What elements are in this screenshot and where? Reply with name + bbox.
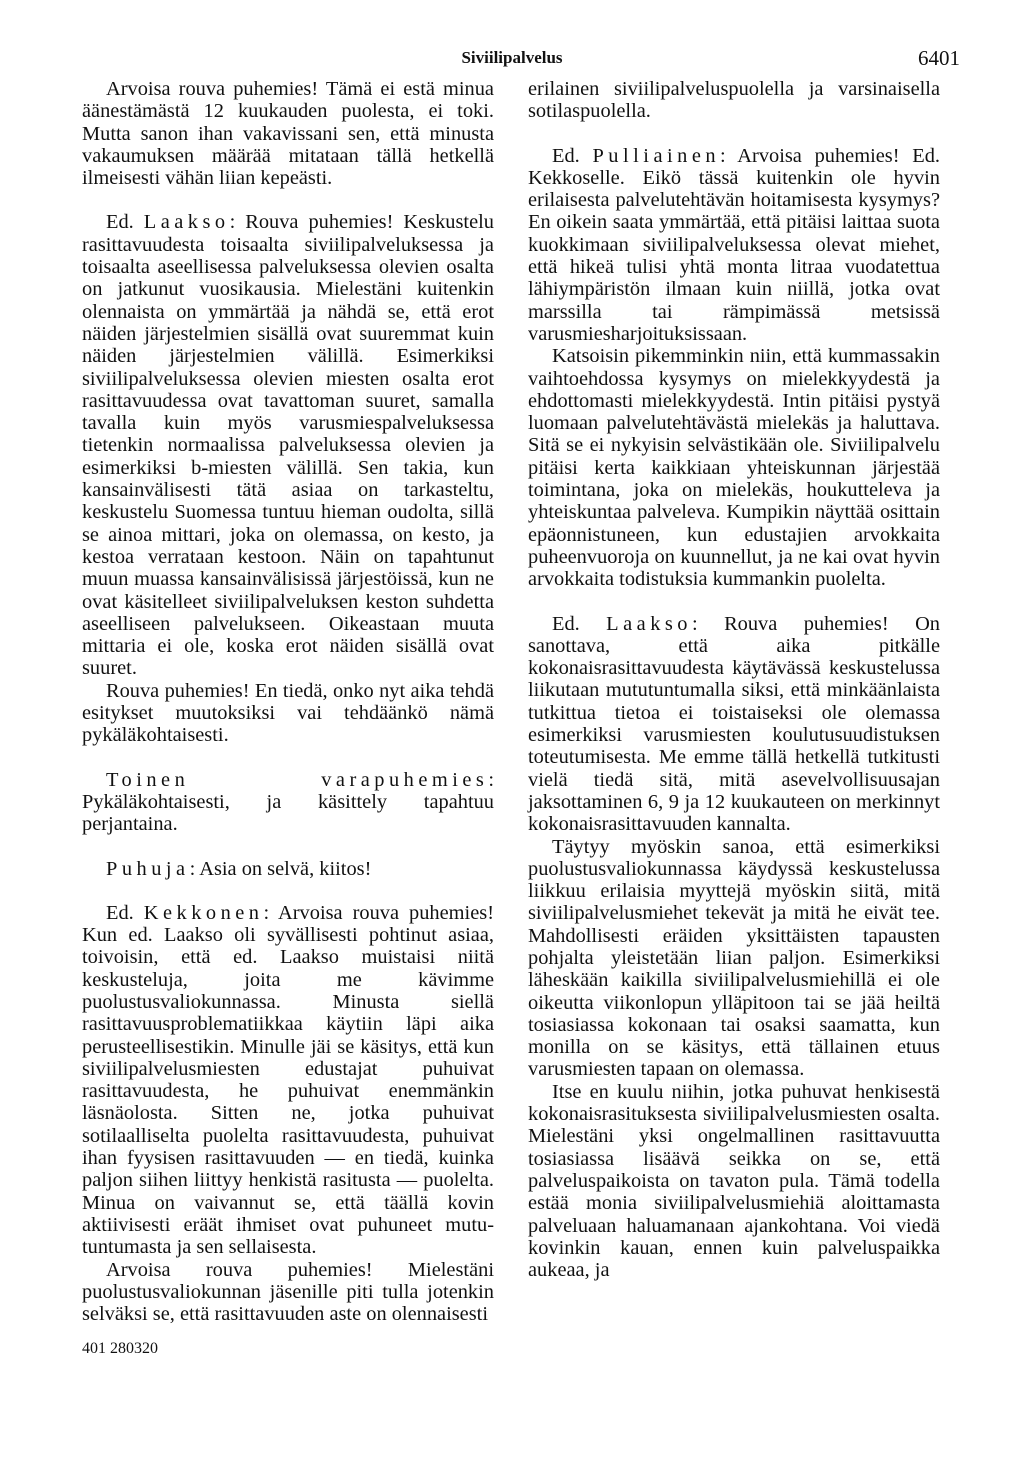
footer-code: 401 280320 [82,1340,158,1357]
speaker-name: Laakso [143,211,230,234]
paragraph: Arvoisa rouva puhemies! Mielestäni puolustusvaliokunnan jäsenille piti tulla jotenkin selväksi se, että rasittavuuden aste on olennaisesti [82,1258,494,1326]
left-column [82,78,494,1325]
speaker-name: Toinen varapuhemies [106,768,489,791]
paragraph: erilainen siviilipalveluspuolella ja varsinaisella sotilaspuolella. [528,78,940,123]
speaker-name: Puhuja [106,857,190,880]
speech-text: : Rouva puhemies! Keskustelu rasittavuudesta toisaalta siviilipalveluksessa ja toisaalta aseellisessa palveluksessa olevien osalta on jatkunut vuosikausia. Mielestäni kuitenkin olennaista on ymmärtää ja nähdä se, että erot näiden järjestelmien sisällä ovat suuremmat kuin näiden järjestelmien välillä. Esimerkiksi siviilipalveluksessa olevien miesten osalta erot rasittavuudessa ovat tavattoman suuret, samalla tavalla kuin myös varusmiespalveluksessa tietenkin normaalissa palveluksessa olevien ja esimerkiksi b-miesten välillä. Sen takia, kun kansainvälisesti tätä asiaa on tarkasteltu, keskustelu Suomessa tuntuu hieman oudolta, sillä se ainoa mittari, joka on olemassa, on kesto, ja kestoa verrataan kestoon. Näin on tapahtunut muun muassa kansainvälisissä järjestöissä, kun ne ovat käsitelleet siviilipalveluksen keston suhdetta aseelliseen palvelukseen. Oikeastaan muuta mittaria ei ole, koska erot näiden sisällä ovat suuret. [82,211,494,680]
paragraph [82,902,494,1259]
paragraph [528,613,940,836]
paragraph [528,145,940,346]
paragraph [82,211,494,679]
speaker-prefix: Ed. [106,901,134,924]
paragraph [82,858,494,880]
speech-text: : Rouva puhemies! On sanottava, että aika pitkälle kokonaisrasittavuudesta käytävässä keskustelussa liikutaan mututuntumalla siksi, että minkäänlaista tutkittua tietoa ei toistaiseksi ole olemassa esimerkiksi varusmiesten koulutusuudistuksen toteutumisesta. Me emme tällä hetkellä tutkitusti vielä tiedä sitä, mitä asevelvollisuusajan jaksottaminen 6, 9 ja 12 kuukauteen on merkinnyt kokonaisrasittavuuden kannalta. [528,612,940,836]
page-header-title: Siviilipalvelus [461,48,563,67]
speech-text: : Asia on selvä, kiitos! [189,857,372,880]
speaker-name: Kekkonen [143,901,264,924]
paragraph: Arvoisa rouva puhemies! Tämä ei estä minua äänestämästä 12 kuukauden puolesta, ei toki. Mutta sanon ihan vakavissani sen, että minusta vakaumuksen määrää mitataan tällä hetkellä ilmeisesti vähän liian kepeästi. [82,78,494,190]
paragraph: Täytyy myöskin sanoa, että esimerkiksi puolustusvaliokunnassa käydyssä keskustelussa liikkuu erilaisia myyttejä myöskin siitä, mitä siviilipalvelusmiehet tekevät ja mitä he eivät tee. Mahdollisesti eräiden yksittäisten tapausten pohjalta yleistetään liian paljon. Esimerkiksi läheskään kaikilla siviilipalvelusmiehillä ei ole oikeutta viikonlopun ylläpitoon tai se jää heiltä tosiasiassa kokonaan tai osaksi saamatta, kun monilla on se käsitys, että tällainen etuus varusmiesten tapaan on olemassa. [528,835,940,1081]
page-number: 6401 [918,46,960,70]
speaker-prefix: Ed. [552,144,580,167]
speaker-name: Laakso [606,612,692,635]
paragraph [82,769,494,836]
paragraph: Itse en kuulu niihin, jotka puhuvat henkisestä kokonaisrasituksesta siviilipalvelusmiesten osalta. Mielestäni yksi ongelmallinen rasittavuutta tosiasiassa lisäävä seikka on se, että palveluspaikoista on tavaton pula. Tämä todella estää monia siviilipalvelusmiehiä aloittamasta palveluaan haluamanaan ajankohtana. Voi viedä kovinkin kauan, ennen kuin palveluspaikka aukeaa, ja [528,1080,940,1282]
speaker-prefix: Ed. [552,612,580,635]
paragraph: Rouva puhemies! En tiedä, onko nyt aika tehdä esitykset muutoksiksi vai tehdäänkö nämä pykäläkohtaisesti. [82,679,494,747]
right-column [528,78,940,1281]
speech-text: : Pykäläkohtaisesti, ja käsittely tapahtuu perjantaina. [82,768,494,836]
speaker-prefix: Ed. [106,211,134,234]
speaker-name: Pulliainen [592,144,721,167]
speech-text: : Arvoisa rouva puhemies! Kun ed. Laakso oli syvällisesti pohtinut asiaa, toivoisin, että ed. Laakso muistaisi niitä keskusteluja, joita me kävimme puolustusvaliokunnassa. Minusta siellä rasittavuusproblematiikkaa käytiin läpi aika perusteellisestikin. Minulle jäi se käsitys, että kun siviilipalvelusmiesten edustajat puhuivat rasittavuudesta, he puhuivat enemmänkin läsnäolosta. Sitten ne, jotka puhuivat sotilaalliselta puolelta rasittavuudesta, puhuivat ihan fyysisen rasittavuuden — en tiedä, kuinka paljon siihen liittyy henkistä rasitusta — puolelta. Minua on vaivannut se, että täällä kovin aktiivisesti eräät ihmiset ovat puhuneet mutu-tuntumasta ja sen sellaisesta. [82,901,494,1259]
speech-text: : Arvoisa puhemies! Ed. Kekkoselle. Eikö tässä kuitenkin ole hyvin erilaisesta palvelutehtävän hoitamisesta kysymys? En oikein saata ymmärtää, että pitäisi laittaa suota kuokkimaan siviilipalveluksessa olevat miehet, että hikeä tulisi yhtä monta litraa vuodatettua lähiympäristön ilmaan kuin niillä, jotka ovat marssilla tai rämpimässä metsissä varusmiesharjoituksissaan. [528,144,940,345]
paragraph: Katsoisin pikemminkin niin, että kummassakin vaihtoehdossa kysymys on mielekkyydestä ja ehdottomasti mielekkyydestä. Intin pitäisi pystyä luomaan palvelutehtävästä mielekäs ja haluttava. Sitä se ei nykyisin selvästikään ole. Siviilipalvelu pitäisi kerta kaikkiaan yhteiskunnan järjestää toimintana, joka on mielekäs, houkutteleva ja yhteiskuntaa palveleva. Kumpikin näyttää osittain epäonnistuneen, kun edustajien arvokkaita puheenvuoroja on kuunnellut, ja ne kai ovat hyvin arvokkaita todistuksia kummankin puolelta. [528,345,940,591]
